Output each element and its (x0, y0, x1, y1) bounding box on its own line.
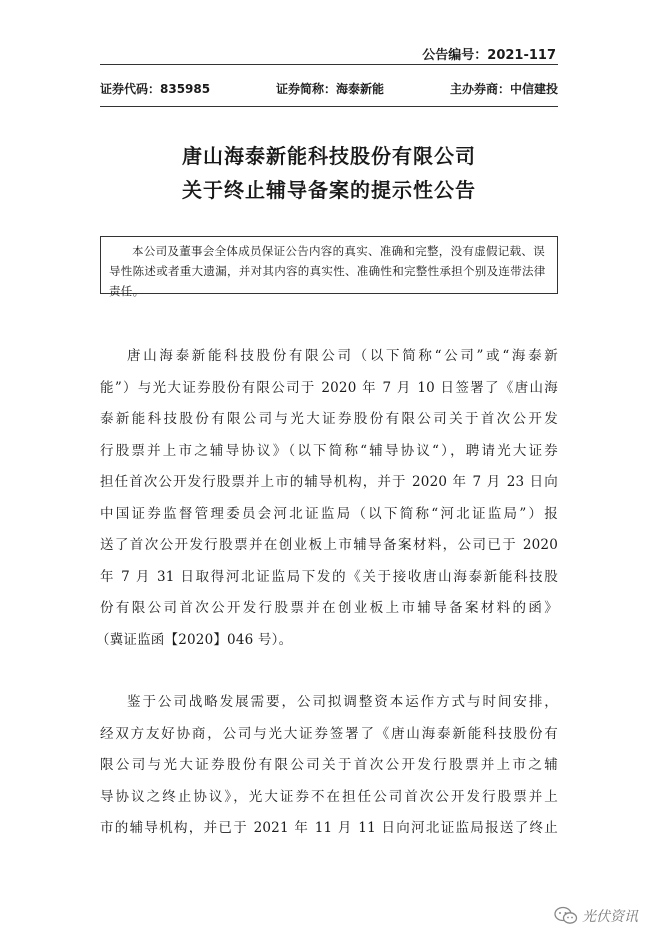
document-title-line2: 关于终止辅导备案的提示性公告 (182, 178, 476, 202)
body-line: 中国证券监督管理委员会河北证监局（以下简称“河北证监局”）报 (100, 505, 558, 522)
header-meta (100, 80, 558, 97)
body-line: 泰新能科技股份有限公司与光大证券股份有限公司关于首次公开发 (100, 411, 558, 427)
body-line: （冀证监函【2020】046 号）。 (96, 631, 293, 648)
disclaimer-box: 本公司及董事会全体成员保证公告内容的真实、准确和完整，没有虚假记载、误导性陈述或者重大遗漏，并对其内容的真实性、准确性和完整性承担个别及连带法律责任。 (100, 236, 558, 294)
body-line: 能”）与光大证券股份有限公司于 2020 年 7 月 10 日签署了《唐山海 (100, 379, 558, 396)
body-line: 限公司与光大证券股份有限公司关于首次公开发行股票并上市之辅 (100, 757, 558, 773)
body-line: 唐山海泰新能科技股份有限公司（以下简称“公司”或“海泰新 (127, 348, 558, 364)
body-line: 经双方友好协商，公司与光大证券签署了《唐山海泰新能科技股份有 (100, 725, 558, 742)
watermark (554, 906, 638, 926)
body-line: 市的辅导机构，并已于 2021 年 11 月 11 日向河北证监局报送了终止 (100, 820, 558, 836)
sponsor: 主办券商：中信建投 (449, 82, 558, 96)
body-line: 行股票并上市之辅导协议》（以下简称“辅导协议“），聘请光大证券 (100, 442, 558, 459)
wechat-icon (554, 906, 578, 926)
body-line: 份有限公司首次公开发行股票并在创业板上市辅导备案材料的函》 (100, 600, 558, 616)
header-rule-top (100, 64, 558, 65)
body-line: 担任首次公开发行股票并上市的辅导机构，并于 2020 年 7 月 23 日向 (100, 474, 558, 490)
announcement-number: 公告编号：2021-117 (422, 48, 556, 63)
body-line: 导协议之终止协议》，光大证券不在担任公司首次公开发行股票并上 (100, 788, 558, 805)
security-abbr: 证券简称：海泰新能 (276, 82, 385, 96)
watermark-text: 光伏资讯 (582, 909, 638, 925)
body-line: 年 7 月 31 日取得河北证监局下发的《关于接收唐山海泰新能科技股 (100, 568, 558, 585)
header-rule-bottom (100, 106, 558, 107)
document-title-line1: 唐山海泰新能科技股份有限公司 (182, 144, 476, 168)
body-line: 鉴于公司战略发展需要，公司拟调整资本运作方式与时间安排， (127, 694, 558, 710)
security-code: 证券代码：835985 (100, 82, 211, 96)
body-line: 送了首次公开发行股票并在创业板上市辅导备案材料，公司已于 2020 (100, 537, 558, 553)
